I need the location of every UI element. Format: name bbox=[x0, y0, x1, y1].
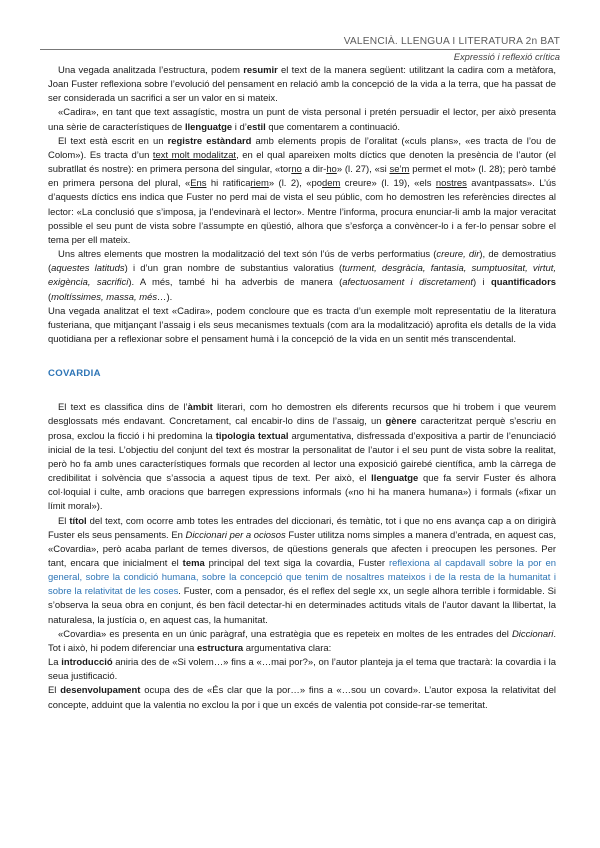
paragraph-title-theme: El títol del text, com ocorre amb totes les entrades del diccionari, és temàtic, tot i que no ens avança cap a on dirigirà Fuster els seus pensaments. En Diccionari per a ociosos Fuster utilitza noms simples a manera d’entrada, en aquest cas, «Covardia», però acaba parlant de temes diversos, de qüestions generals que afecten i preocupen les persones. Per tant, encara que inicialment el tema principal del text siga la covardia, Fuster reflexiona al capdavall sobre la por en general, sobre la condició humana, sobre la concepció que tenim de nosaltres mateixos i de la resta de la humanitat i sobre la relativitat de les coses. Fuster, com a pensador, és el reflex del segle xx, un segle alhora terrible i formidable. Si s’observa la seua obra en conjunt, és ben fàcil detectar-hi en determinades actituds vitals de l’autor davant la llibertat, la naturalesa, la justícia o, en aquest cas, la humanitat. bbox=[48, 515, 557, 626]
paragraph-summary: Una vegada analitzada l’estructura, podem resumir el text de la manera següent: utilitzant la cadira com a metàfora, Joan Fuster reflexiona sobre l’evolució del pensament en relació amb la concepció de la vida a la terra, que ha passat de ser considerada un sacrifici a ser un valor en si mateix. bbox=[48, 65, 557, 105]
running-subtitle: Expressió i reflexió crítica bbox=[453, 51, 560, 62]
paragraph-introduction: La introducció aniria des de «Si volem…» fins a «…mai por?», on l’autor planteja ja el tema que tractarà: la covardia i la seua justificació. bbox=[48, 657, 556, 683]
paragraph-conclusion: Una vegada analitzat el text «Cadira», podem concloure que es tracta d’un exemple molt representatiu de la literatura fusteriana, que mitjançant l’assaig i els seus mecanismes textuals (com ara la modalització) aprofita els detalls de la vida quotidiana per a reflexionar sobre el pensament humà i la concepció de la vida en un sentit més transcendental. bbox=[48, 305, 556, 345]
header-rule bbox=[40, 49, 560, 50]
paragraph-structure: «Covardia» es presenta en un únic paràgraf, una estratègia que es repeteix en moltes de les entrades del Diccionari. Tot i això, hi podem diferenciar una estructura argumentativa clara: bbox=[48, 628, 556, 654]
paragraph-genre: El text es classifica dins de l’àmbit literari, com ho demostren els diferents recursos que hi trobem i que veurem desglossats més endavant. Concretament, cal encabir-lo dins de l’assaig, un gènere caracteritzat perquè s’escriu en prosa, exclou la ficció i hi predomina la tipologia textual argumentativa, disfressada d’expositiva a partir de l’enunciació inicial de la tesi. L’objectiu del conjunt del text és mostrar la personalitat de l’autor i el seu punt de vista sobre la realitat, però ho fa amb unes característiques formals que recorden al lector una exposició gairebé científica, amb la càrrega de credibilitat i solvència que s’associa a aquest tipus de text. Per això, el llenguatge que fa servir Fuster és alhora col·loquial i culte, amb oracions que barregen expressions informals («no hi ha manera humana») i formals («fixar un límit moral»). bbox=[48, 402, 557, 513]
section-heading-covardia: COVARDIA bbox=[48, 368, 101, 380]
highlighted-theme-text: reflexiona al capdavall sobre la por en general, sobre la condició humana, sobre la concepció que tenim de nosaltres mateixos i de la resta de la humanitat i sobre la relativitat de les coses bbox=[48, 558, 556, 598]
running-title: VALENCIÀ. LLENGUA I LITERATURA 2n BAT bbox=[343, 36, 560, 47]
paragraph-development: El desenvolupament ocupa des de «És clar que la por…» fins a «…sou un covard». L’autor exposa la relativitat del concepte, adduint que la valentia no exclou la por i que un excés de valentia pot conside-rar-se temeritat. bbox=[48, 685, 556, 711]
paragraph-modalization: Uns altres elements que mostren la modalització del text són l’ús de verbs performatius (creure, dir), de demostratius (aquestes latituds) i d’un gran nombre de substantius valoratius (turment, desgràcia, fantasia, sumptuositat, virtut, exigència, sacrifici). A més, també hi ha adverbis de manera (afectuosament i discretament) i quantificadors (moltíssimes, massa, més…). bbox=[48, 249, 557, 303]
document-body bbox=[48, 64, 556, 713]
paragraph-register: El text està escrit en un registre estàndard amb elements propis de l’oralitat («culs plans», «es tracta de l’ou de Colom»). Es tracta d’un text molt modalitzat, en el qual apareixen molts díctics que denoten la presència de l’autor (el subratllat és nostre): en primera persona del singular, «torno a dir-ho» (l. 27), «si se’m permet el mot» (l. 28); però també en primera persona del plural, «Ens hi ratificariem» (l. 2), «podem creure» (l. 19), «els nostres avantpassats». L’ús d’aquests díctics ens indica que Fuster no perd mai de vista el seu públic, com ho demostren les referències directes al lector: «La conclusió que s’imposa, ja l’endevinarà el lector». Mentre l’informa, procura enunciar-li amb la major veracitat possible el seu punt de vista sobre l’assumpte en qüestió, alhora que s’esforça a convèncer-lo i a fer-lo pensar sobre el tema per ell mateix. bbox=[48, 135, 557, 246]
paragraph-cadira-intro: «Cadira», en tant que text assagístic, mostra un punt de vista personal i pretén persuadir el lector, per això presenta una sèrie de característiques de llenguatge i d’estil que comentarem a continuació. bbox=[48, 107, 556, 133]
